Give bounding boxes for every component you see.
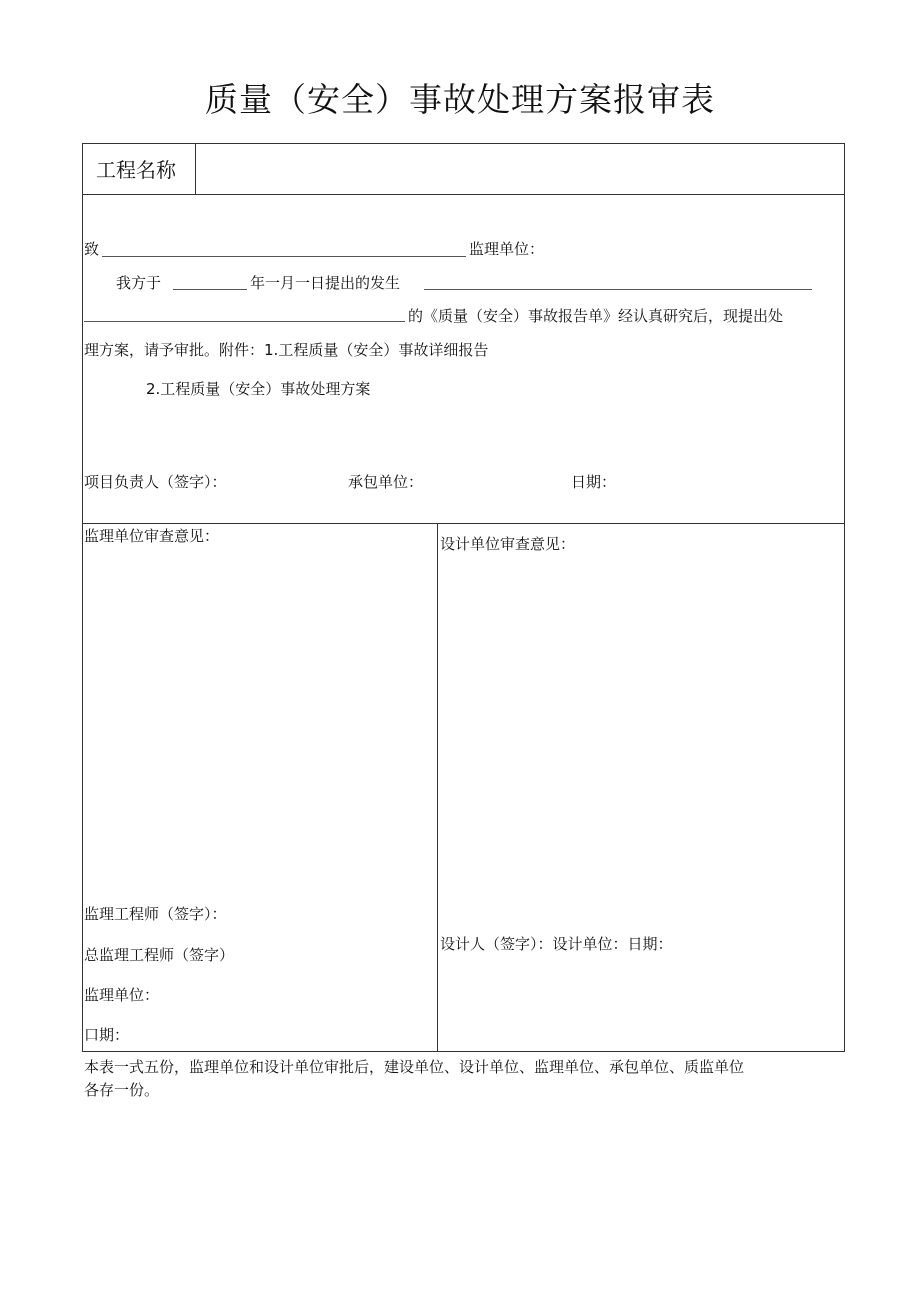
table-border-left	[82, 143, 83, 1052]
recipient-blank[interactable]	[102, 256, 466, 257]
footnote-line2: 各存一份。	[84, 1081, 160, 1099]
project-cell-divider	[195, 143, 196, 195]
table-border-right	[844, 143, 845, 1052]
proposal-line2: 的《质量（安全）事故报告单》经认真研究后，现提出处	[408, 307, 784, 325]
supervisor-unit-label: 监理单位：	[84, 986, 160, 1004]
chief-supervisor-signature: 总监理工程师（签字）	[84, 946, 235, 964]
attachment-2: 2.工程质量（安全）事故处理方案	[146, 380, 371, 398]
row-divider-review	[82, 523, 845, 524]
date-label: 日期：	[571, 473, 617, 491]
designer-review-heading: 设计单位审查意见：	[440, 535, 576, 553]
incident-blank-2[interactable]	[84, 321, 405, 322]
contractor-label: 承包单位：	[348, 473, 424, 491]
table-border-top	[82, 143, 845, 144]
project-name-label: 工程名称	[96, 158, 176, 182]
to-suffix: 监理单位：	[469, 240, 545, 258]
row-divider-project	[82, 194, 845, 195]
proposal-line1-a: 我方于	[116, 274, 162, 292]
project-name-field[interactable]	[206, 157, 836, 183]
designer-signature-line: 设计人（签字）：设计单位：日期：	[440, 935, 673, 953]
project-manager-signature: 项目负责人（签字）：	[84, 473, 227, 491]
proposal-line1-b: 年一月一日提出的发生	[250, 274, 401, 292]
supervisor-review-heading: 监理单位审查意见：	[84, 527, 220, 545]
table-border-bottom	[82, 1051, 845, 1052]
page-title: 质量（安全）事故处理方案报审表	[205, 80, 715, 119]
supervisor-engineer-signature: 监理工程师（签字）：	[84, 905, 227, 923]
year-blank[interactable]	[173, 289, 247, 290]
proposal-line3: 理方案，请予审批。附件：1.工程质量（安全）事故详细报告	[84, 341, 489, 359]
footnote-line1: 本表一式五份，监理单位和设计单位审批后，建设单位、设计单位、监理单位、承包单位、质监单位	[84, 1058, 745, 1076]
supervisor-date-label: 口期：	[84, 1026, 130, 1044]
incident-blank-1[interactable]	[424, 289, 812, 290]
review-column-divider	[437, 523, 438, 1052]
to-prefix: 致	[84, 240, 100, 258]
